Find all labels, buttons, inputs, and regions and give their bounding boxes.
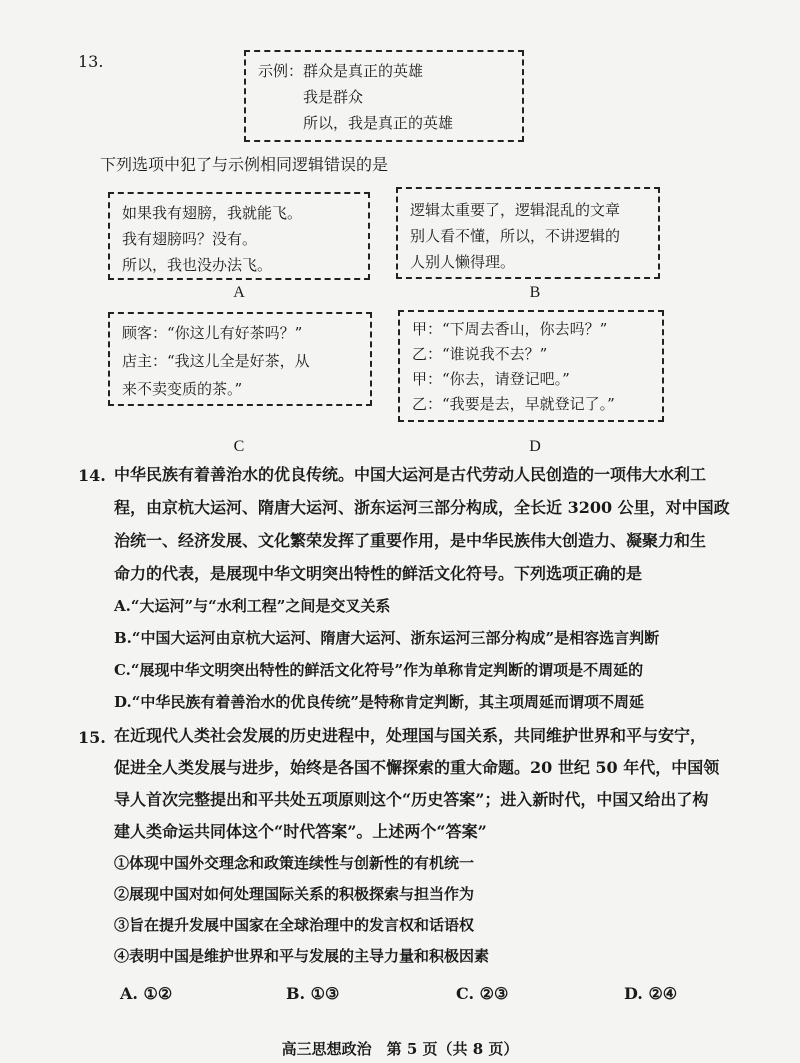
q14-number: 14. xyxy=(78,466,106,485)
example-line3: 所以，我是真正的英雄 xyxy=(303,114,454,132)
q13-number: 13. xyxy=(78,52,104,71)
q15-choice-c: C. ②③ xyxy=(456,984,509,1003)
example-line2: 我是群众 xyxy=(303,88,364,106)
q13-stem: 下列选项中犯了与示例相同逻辑错误的是 xyxy=(100,155,389,174)
q14-options xyxy=(114,590,659,718)
page-footer: 高三思想政治 第 5 页（共 8 页） xyxy=(281,1040,519,1058)
q14-option: B.“中国大运河由京杭大运河、隋唐大运河、浙东运河三部分构成”是相容选言判断 xyxy=(114,629,660,647)
option-b-line: 别人看不懂，所以，不讲逻辑的 xyxy=(410,227,621,245)
option-c-label: C xyxy=(233,438,245,455)
option-b-line: 逻辑太重要了，逻辑混乱的文章 xyxy=(410,201,621,219)
option-a-label: A xyxy=(233,284,245,301)
q15-choice-d: D. ②④ xyxy=(624,984,678,1003)
q15-item: ④表明中国是维护世界和平与发展的主导力量和积极因素 xyxy=(114,947,490,965)
option-a-line: 所以，我也没办法飞。 xyxy=(122,256,273,274)
option-a-box xyxy=(108,192,370,280)
example-line1: 群众是真正的英雄 xyxy=(303,62,424,80)
q15-choice-a: A. ①② xyxy=(120,984,173,1003)
option-d-line: 乙：“谁说我不去？” xyxy=(412,345,548,363)
option-d-box xyxy=(398,310,664,422)
option-c-line: 顾客：“你这儿有好茶吗？” xyxy=(122,324,303,342)
option-a-line: 如果我有翅膀，我就能飞。 xyxy=(122,204,303,222)
option-b-box xyxy=(396,187,660,279)
example-label: 示例： xyxy=(258,62,304,80)
q14-option: D.“中华民族有着善治水的优良传统”是特称肯定判断，其主项周延而谓项不周延 xyxy=(114,693,644,711)
option-c-line: 来不卖变质的茶。” xyxy=(122,380,243,398)
q15-stem: 在近现代人类社会发展的历史进程中，处理国与国关系，共同维护世界和平与安宁， 促进全人类发展与进步，始终是各国不懈探索的重大命题。20 世纪 50 年代，中国领 导人首次完整提出和平共处五项原则这个“历史答案”；进入新时代，中国又给出了构 建人类命运共同体这个“时代答案”。上述两个“答案” xyxy=(114,726,720,841)
q15-number: 15. xyxy=(78,728,106,747)
q15-item: ①体现中国外交理念和政策连续性与创新性的有机统一 xyxy=(114,854,475,872)
option-c-line: 店主：“我这儿全是好茶，从 xyxy=(122,352,310,370)
q15-items xyxy=(114,848,489,972)
q14-option: A.“大运河”与“水利工程”之间是交叉关系 xyxy=(114,597,391,615)
option-d-line: 乙：“我要是去，早就登记了。” xyxy=(412,395,615,413)
option-b-label: B xyxy=(529,284,541,301)
option-d-label: D xyxy=(529,438,541,455)
q15-choice-b: B. ①③ xyxy=(286,984,340,1003)
option-d-line: 甲：“下周去香山，你去吗？” xyxy=(412,320,608,338)
q14-stem: 中华民族有着善治水的优良传统。中国大运河是古代劳动人民创造的一项伟大水利工 程，由京杭大运河、隋唐大运河、浙东运河三部分构成，全长近 3200 公里，对中国政 治统一、经济发展、文化繁荣发挥了重要作用，是中华民族伟大创造力、凝聚力和生 命力的代表，是展现中华文明突出特性的鲜活文化符号。下列选项正确的是 xyxy=(114,465,730,583)
option-a-line: 我有翅膀吗？没有。 xyxy=(122,230,258,248)
option-b-line: 人别人懒得理。 xyxy=(410,253,516,271)
option-d-line: 甲：“你去，请登记吧。” xyxy=(412,370,570,388)
q15-item: ②展现中国对如何处理国际关系的积极探索与担当作为 xyxy=(114,885,475,903)
option-c-box xyxy=(108,312,372,406)
q13-example-box xyxy=(244,50,524,142)
q15-item: ③旨在提升发展中国家在全球治理中的发言权和话语权 xyxy=(114,916,475,934)
q14-option: C.“展现中华文明突出特性的鲜活文化符号”作为单称肯定判断的谓项是不周延的 xyxy=(114,661,644,679)
